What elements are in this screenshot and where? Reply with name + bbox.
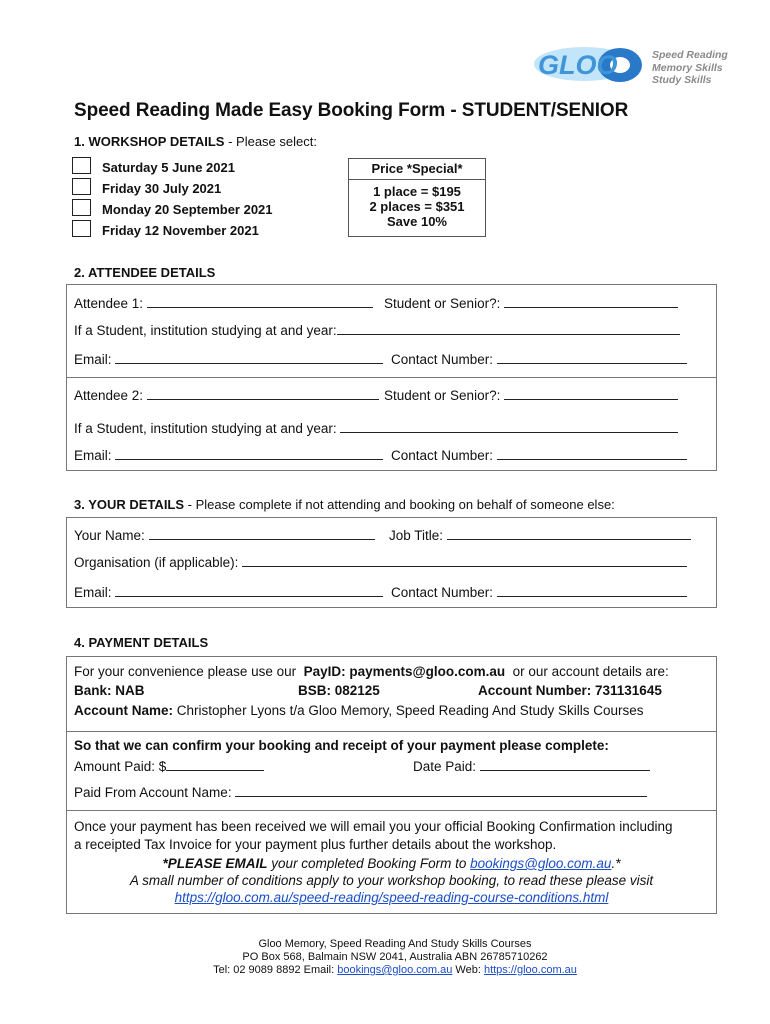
attendee2-student-field[interactable]: [504, 388, 678, 400]
footer-email-link[interactable]: bookings@gloo.com.au: [337, 964, 453, 976]
your-name-row: Your Name:: [74, 528, 375, 543]
paid-from-row: Paid From Account Name:: [74, 785, 647, 800]
workshop-date: Friday 12 November 2021: [102, 223, 259, 238]
attendee2-student-row: Student or Senior?:: [384, 388, 678, 403]
job-title-field[interactable]: [447, 528, 691, 540]
your-details-heading: 3. YOUR DETAILS - Please complete if not attending and booking on behalf of someone else:: [74, 497, 615, 512]
payment-divider: [66, 731, 717, 732]
bsb-number: BSB: 082125: [298, 683, 380, 698]
conditions-link[interactable]: https://gloo.com.au/speed-reading/speed-reading-course-conditions.html: [174, 890, 609, 905]
attendee2-contact-row: Contact Number:: [391, 448, 687, 463]
attendee1-contact-row: Contact Number:: [391, 352, 687, 367]
job-title-row: Job Title:: [389, 528, 691, 543]
date-paid-row: Date Paid:: [413, 759, 650, 774]
workshop-date: Saturday 5 June 2021: [102, 160, 235, 175]
workshop-heading: 1. WORKSHOP DETAILS - Please select:: [74, 134, 317, 149]
payment-divider: [66, 810, 717, 811]
price-line: Save 10%: [387, 214, 447, 229]
amount-paid-field[interactable]: [166, 759, 264, 771]
attendee1-student-field[interactable]: [504, 296, 678, 308]
bank-name: Bank: NAB: [74, 683, 145, 698]
workshop-date: Friday 30 July 2021: [102, 181, 222, 196]
email-instruction: *PLEASE EMAIL your completed Booking Form to bookings@gloo.com.au.*: [162, 856, 621, 871]
price-heading: Price *Special*: [349, 159, 485, 180]
workshop-date-checkbox[interactable]: [72, 178, 91, 195]
page-title: Speed Reading Made Easy Booking Form - STUDENT/SENIOR: [74, 100, 629, 121]
attendee1-contact-field[interactable]: [497, 352, 687, 364]
attendee1-row: Attendee 1:: [74, 296, 373, 311]
attendee2-contact-field[interactable]: [497, 448, 687, 460]
your-contact-row: Contact Number:: [391, 585, 687, 600]
organisation-row: Organisation (if applicable):: [74, 555, 687, 570]
payment-note-line2: a receipted Tax Invoice for your payment plus further details about the workshop.: [74, 837, 557, 852]
account-name-row: Account Name: Christopher Lyons t/a Gloo Memory, Speed Reading And Study Skills Courses: [74, 703, 644, 718]
attendee1-email-row: Email:: [74, 352, 383, 367]
attendee2-field[interactable]: [147, 388, 379, 400]
footer-line1: Gloo Memory, Speed Reading And Study Skills Courses: [258, 938, 532, 950]
workshop-date-checkbox[interactable]: [72, 157, 91, 174]
paid-from-field[interactable]: [235, 785, 647, 797]
payment-intro: For your convenience please use our PayID: payments@gloo.com.au or our account details are:: [74, 664, 669, 679]
price-line: 2 places = $351: [369, 199, 465, 214]
attendee2-row: Attendee 2:: [74, 388, 379, 403]
your-name-field[interactable]: [149, 528, 375, 540]
svg-text:GLOO: GLOO: [538, 50, 618, 80]
footer-web-link[interactable]: https://gloo.com.au: [483, 964, 577, 976]
attendee1-institution-field[interactable]: [337, 323, 680, 335]
conditions-line: A small number of conditions apply to your workshop booking, to read these please visit: [129, 873, 654, 888]
attendee1-email-field[interactable]: [115, 352, 383, 364]
attendee2-institution-field[interactable]: [340, 421, 678, 433]
your-contact-field[interactable]: [497, 585, 687, 597]
your-email-row: Email:: [74, 585, 383, 600]
attendee1-student-row: Student or Senior?:: [384, 296, 678, 311]
workshop-date-checkbox[interactable]: [72, 220, 91, 237]
payment-heading: 4. PAYMENT DETAILS: [74, 635, 209, 650]
attendee2-institution-row: If a Student, institution studying at and year:: [74, 421, 678, 436]
price-box: [348, 158, 486, 237]
attendee1-field[interactable]: [147, 296, 373, 308]
workshop-date-checkbox[interactable]: [72, 199, 91, 216]
bookings-email-link[interactable]: bookings@gloo.com.au: [470, 856, 612, 871]
footer-line3: Tel: 02 9089 8892 Email: bookings@gloo.com.au Web: https://gloo.com.au: [213, 964, 577, 976]
attendee-divider: [66, 377, 717, 378]
amount-paid-row: Amount Paid: $: [74, 759, 264, 774]
workshop-date: Monday 20 September 2021: [102, 202, 273, 217]
payment-note-line1: Once your payment has been received we will email you your official Booking Confirmation including: [74, 819, 673, 834]
your-email-field[interactable]: [115, 585, 383, 597]
attendee2-email-row: Email:: [74, 448, 383, 463]
logo-tagline: Speed Reading Memory Skills Study Skills: [652, 49, 728, 86]
account-number: Account Number: 731131645: [478, 683, 662, 698]
organisation-field[interactable]: [242, 555, 687, 567]
footer-line2: PO Box 568, Balmain NSW 2041, Australia ABN 26785710262: [242, 951, 548, 963]
date-paid-field[interactable]: [480, 759, 650, 771]
price-line: 1 place = $195: [373, 184, 461, 199]
attendee1-institution-row: If a Student, institution studying at and year:: [74, 323, 680, 338]
conditions-row: [66, 890, 717, 905]
confirm-heading: So that we can confirm your booking and receipt of your payment please complete:: [74, 738, 609, 753]
attendee-heading: 2. ATTENDEE DETAILS: [74, 265, 216, 280]
attendee2-email-field[interactable]: [115, 448, 383, 460]
